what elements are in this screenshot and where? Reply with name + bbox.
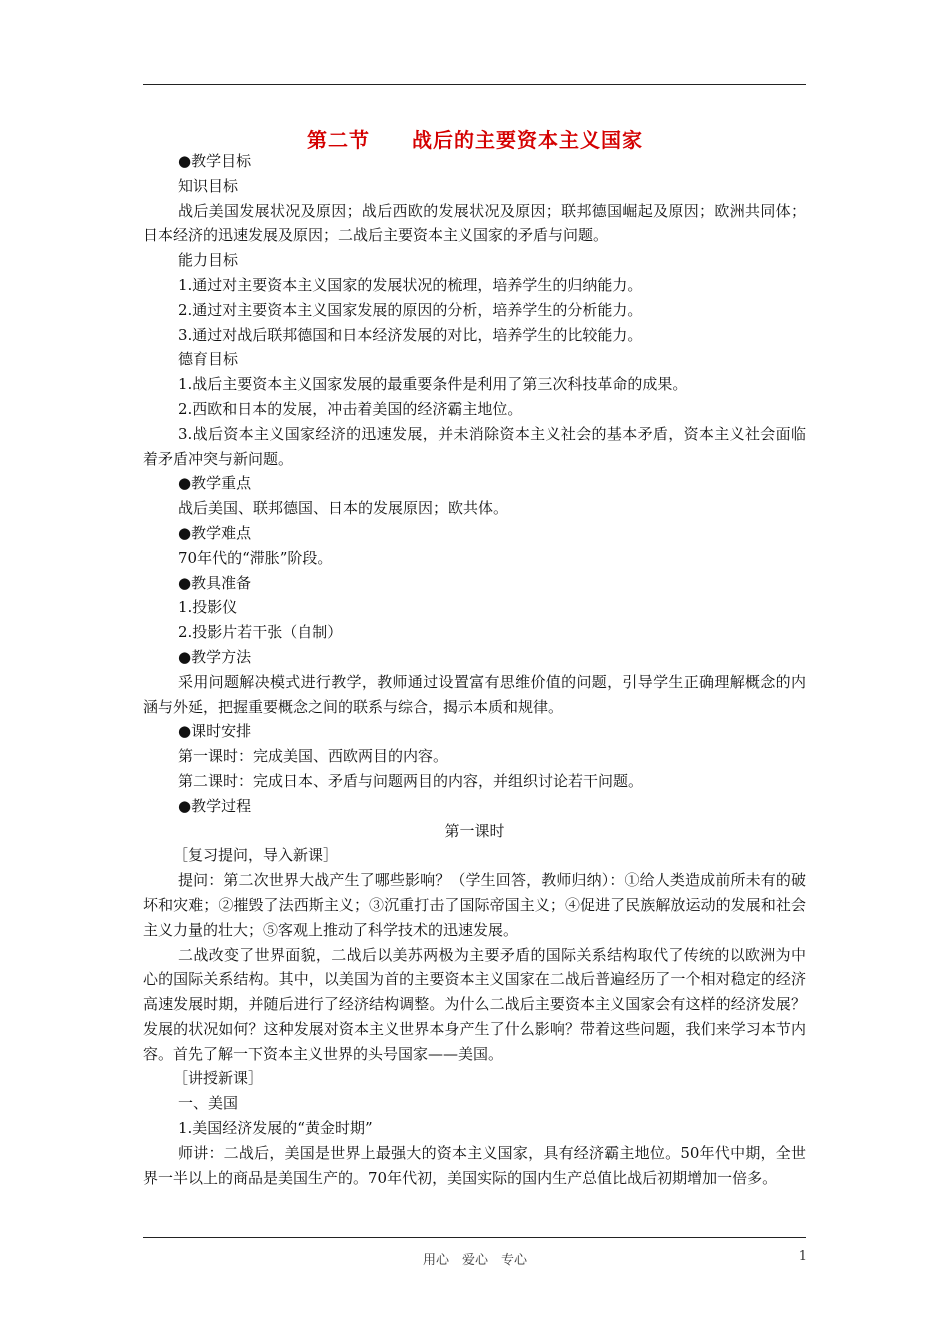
paragraph: ●教学方法 [178,647,252,666]
paragraph: 一、美国 [178,1094,239,1113]
header-rule [143,84,806,85]
paragraph: 1.战后主要资本主义国家发展的最重要条件是利用了第三次科技革命的成果。 [178,375,688,394]
paragraph: ●课时安排 [178,722,252,741]
paragraph: ●教学目标 [178,152,252,170]
paragraph: 2.西欧和日本的发展，冲击着美国的经济霸主地位。 [178,399,523,418]
paragraph: 1.通过对主要资本主义国家的发展状况的梳理，培养学生的归纳能力。 [178,275,643,294]
paragraph: 第二课时：完成日本、矛盾与问题两目的内容，并组织讨论若干问题。 [178,771,644,790]
paragraph: ［复习提问，导入新课］ [173,846,339,865]
paragraph: 德育目标 [178,350,239,369]
footer-motto: 用心 爱心 专心 [422,1253,527,1268]
paragraph: 能力目标 [178,251,239,270]
footer-rule [143,1237,806,1238]
paragraph: 提问：第二次世界大战产生了哪些影响？（学生回答，教师归纳）：①给人类造成前所未有的破坏和灾难；②摧毁了法西斯主义；③沉重打击了国际帝国主义；④促进了民族解放运动的发展和社会主义力量的壮大；⑤客观上推动了科学技术的迅速发展。 [143,871,806,939]
page-number: 1 [798,1249,807,1264]
paragraph: 3.通过对战后联邦德国和日本经济发展的对比，培养学生的比较能力。 [178,325,643,344]
paragraph: ●教学过程 [178,796,252,815]
document-body [143,149,806,1190]
paragraph: 1.美国经济发展的“黄金时期” [178,1119,373,1138]
paragraph: 第一课时：完成美国、西欧两目的内容。 [178,747,449,766]
paragraph: 2.投影片若干张（自制） [178,623,343,642]
paragraph: 二战改变了世界面貌，二战后以美苏两极为主要矛盾的国际关系结构取代了传统的以欧洲为中心的国际关系结构。其中，以美国为首的主要资本主义国家在二战后普遍经历了一个相对稳定的经济高速发展时期，并随后进行了经济结构调整。为什么二战后主要资本主义国家会有这样的经济发展？发展的状况如何？这种发展对资本主义世界本身产生了什么影响？带着这些问题，我们来学习本节内容。首先了解一下资本主义世界的头号国家——美国。 [143,945,806,1063]
paragraph: 1.投影仪 [178,598,238,617]
paragraph: 师讲：二战后，美国是世界上最强大的资本主义国家，具有经济霸主地位。50年代中期，全世界一半以上的商品是美国生产的。70年代初，美国实际的国内生产总值比战后初期增加一倍多。 [143,1143,806,1187]
paragraph: 70年代的“滞胀”阶段。 [178,548,333,567]
paragraph: ●教学难点 [178,523,252,542]
paragraph: 3.战后资本主义国家经济的迅速发展，并未消除资本主义社会的基本矛盾，资本主义社会面临着矛盾冲突与新问题。 [143,424,806,468]
paragraph: 2.通过对主要资本主义国家发展的原因的分析，培养学生的分析能力。 [178,300,643,319]
paragraph: 第一课时 [444,821,505,840]
section-title: 第二节 战后的主要资本主义国家 [307,128,643,152]
paragraph: 战后美国发展状况及原因；战后西欧的发展状况及原因；联邦德国崛起及原因；欧洲共同体；日本经济的迅速发展及原因；二战后主要资本主义国家的矛盾与问题。 [143,201,806,245]
paragraph: ［讲授新课］ [173,1069,264,1088]
paragraph: ●教学重点 [178,474,252,493]
paragraph: 知识目标 [178,176,239,195]
paragraph: 采用问题解决模式进行教学，教师通过设置富有思维价值的问题，引导学生正确理解概念的内涵与外延，把握重要概念之间的联系与综合，揭示本质和规律。 [143,672,806,716]
paragraph: ●教具准备 [178,573,252,592]
paragraph: 战后美国、联邦德国、日本的发展原因；欧共体。 [178,499,509,518]
